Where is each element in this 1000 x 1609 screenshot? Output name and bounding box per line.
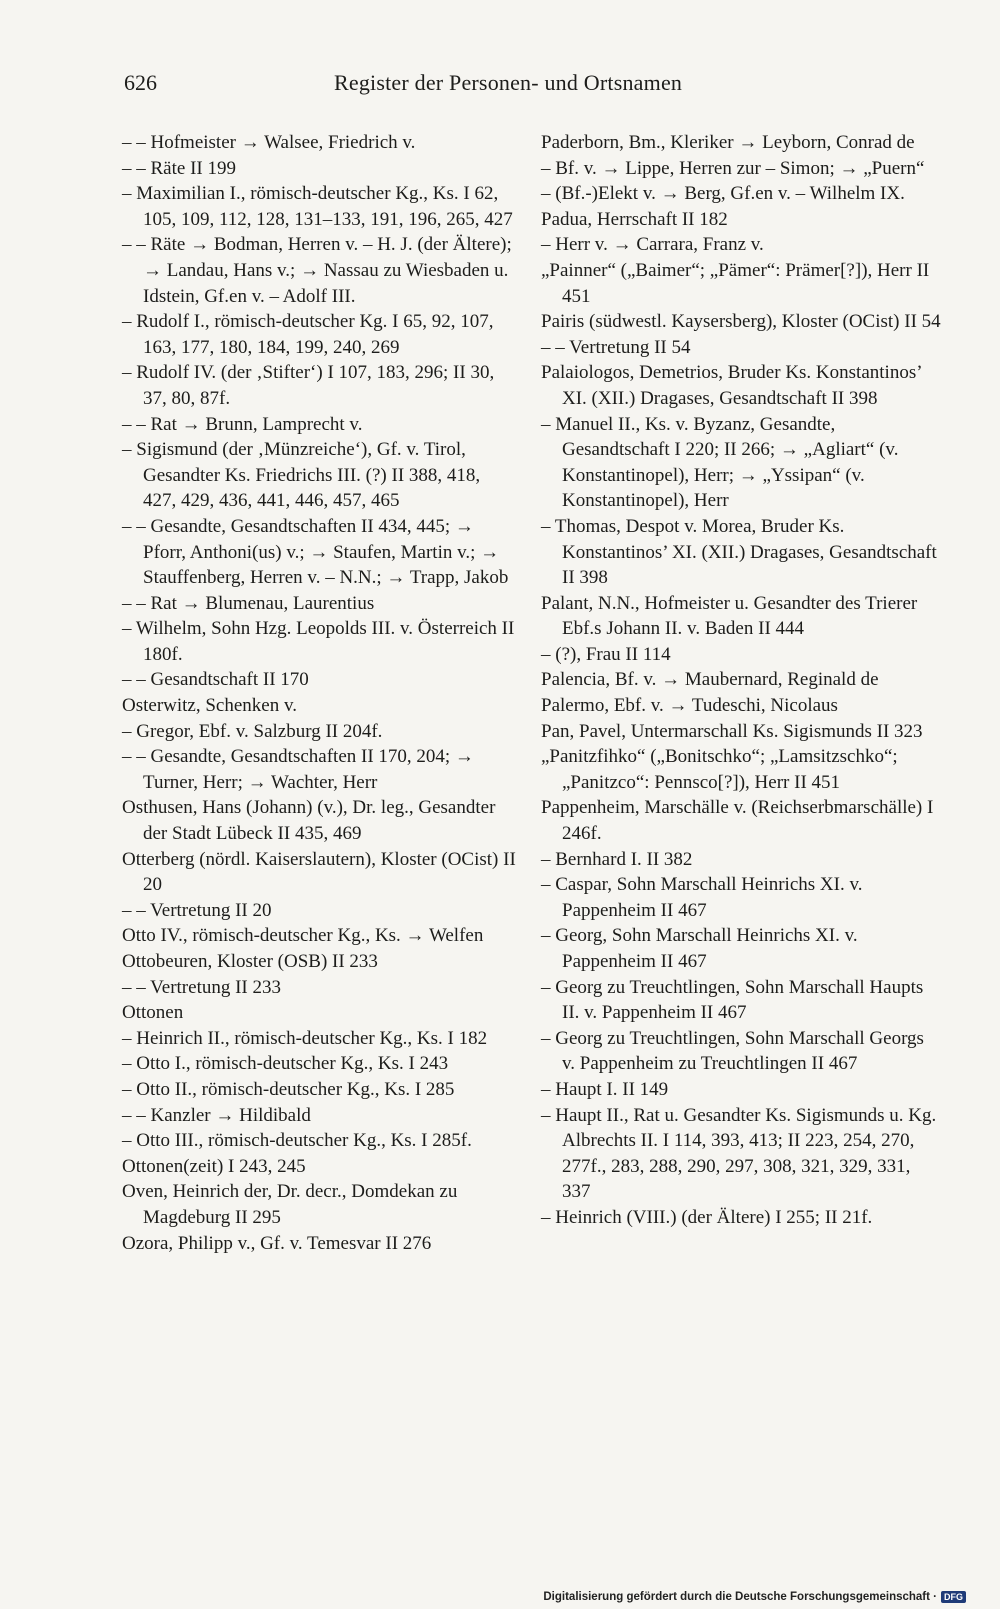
index-entry: – Bernhard I. II 382	[541, 848, 693, 870]
index-entry: Padua, Herrschaft II 182	[541, 208, 728, 230]
index-entry: – Heinrich (VIII.) (der Ältere) I 255; II 21f.	[541, 1206, 873, 1228]
index-entry: Palaiologos, Demetrios, Bruder Ks. Konstantinos’ XI. (XII.) Dragases, Gesandtschaft II 398	[541, 362, 922, 409]
index-entry: Pappenheim, Marschälle v. (Reichserbmarschälle) I 246f.	[541, 797, 934, 845]
index-entry: – Maximilian I., römisch-deutscher Kg., Ks. I 62, 105, 109, 112, 128, 131–133, 191, 196, 265, 427	[122, 183, 513, 230]
index-entry: – – Hofmeister → Walsee, Friedrich v.	[122, 132, 416, 153]
index-entry: – (?), Frau II 114	[541, 643, 671, 665]
index-entry: – – Gesandte, Gesandtschaften II 170, 204; → Turner, Herr; → Wachter, Herr	[122, 746, 474, 793]
index-entry: Ozora, Philipp v., Gf. v. Temesvar II 276	[122, 1232, 432, 1254]
dfg-logo: DFG	[941, 1591, 966, 1603]
index-entry: – – Gesandtschaft II 170	[122, 669, 309, 691]
index-entry: – – Vertretung II 20	[122, 899, 272, 921]
index-entry: Paderborn, Bm., Kleriker → Leyborn, Conrad de	[541, 132, 915, 153]
index-entry: – Otto II., römisch-deutscher Kg., Ks. I 285	[122, 1078, 455, 1100]
index-entry: Osthusen, Hans (Johann) (v.), Dr. leg., Gesandter der Stadt Lübeck II 435, 469	[122, 797, 496, 845]
index-entry: Otto IV., römisch-deutscher Kg., Ks. → Welfen	[122, 925, 484, 947]
index-entry: – Herr v. → Carrara, Franz v.	[541, 234, 764, 256]
index-entry: „Painner“ („Baimer“; „Pämer“: Prämer[?]), Herr II 451	[541, 259, 930, 307]
footer-text: Digitalisierung gefördert durch die Deutsche Forschungsgemeinschaft ·	[543, 1591, 937, 1603]
index-entry: – Heinrich II., römisch-deutscher Kg., Ks. I 182	[122, 1027, 488, 1049]
left-index-column	[122, 130, 517, 1256]
index-entry: – – Gesandte, Gesandtschaften II 434, 445; → Pforr, Anthoni(us) v.; → Staufen, Martin v.; → Stauffenberg, Herren v. – N.N.; → Trapp, Jakob	[122, 515, 509, 589]
index-entry: – – Kanzler → Hildibald	[122, 1104, 311, 1126]
index-entry: Oven, Heinrich der, Dr. decr., Domdekan zu Magdeburg II 295	[122, 1181, 458, 1228]
index-entry: – – Vertretung II 233	[122, 976, 282, 998]
index-entry: Palencia, Bf. v. → Maubernard, Reginald de	[541, 669, 879, 691]
index-entry: – Bf. v. → Lippe, Herren zur – Simon; → „Puern“	[541, 157, 925, 179]
index-entry: – Manuel II., Ks. v. Byzanz, Gesandte, Gesandtschaft I 220; II 266; → „Agliart“ (v. Konstantinopel), Herr; → „Yssipan“ (v. Konstantinopel), Herr	[541, 413, 899, 512]
index-entry: – Haupt I. II 149	[541, 1078, 669, 1100]
index-entry: – Thomas, Despot v. Morea, Bruder Ks. Konstantinos’ XI. (XII.) Dragases, Gesandtschaft II 398	[541, 515, 937, 589]
index-entry: Otterberg (nördl. Kaiserslautern), Kloster (OCist) II 20	[122, 848, 516, 896]
index-entry: „Panitzfihko“ („Bonitschko“; „Lamsitzschko“; „Panitzco“: Pennsco[?]), Herr II 451	[541, 746, 898, 793]
index-entry: – – Räte II 199	[122, 157, 236, 179]
index-entry: – – Rat → Blumenau, Laurentius	[122, 592, 375, 614]
index-entry: Pairis (südwestl. Kaysersberg), Kloster (OCist) II 54	[541, 311, 941, 333]
index-entry: Pan, Pavel, Untermarschall Ks. Sigismunds II 323	[541, 720, 923, 742]
index-entry: Palant, N.N., Hofmeister u. Gesandter des Trierer Ebf.s Johann II. v. Baden II 444	[541, 592, 918, 640]
index-entry: Ottobeuren, Kloster (OSB) II 233	[122, 951, 378, 972]
index-entry: – Georg zu Treuchtlingen, Sohn Marschall Georgs v. Pappenheim zu Treuchtlingen II 467	[541, 1027, 924, 1075]
index-entry: – Rudolf I., römisch-deutscher Kg. I 65, 92, 107, 163, 177, 180, 184, 199, 240, 269	[122, 311, 494, 358]
index-entry: – Gregor, Ebf. v. Salzburg II 204f.	[122, 720, 383, 742]
index-entry: Palermo, Ebf. v. → Tudeschi, Nicolaus	[541, 695, 838, 717]
index-entry: – Rudolf IV. (der ‚Stifter‘) I 107, 183, 296; II 30, 37, 80, 87f.	[122, 362, 495, 409]
index-entry: – – Vertretung II 54	[541, 336, 691, 358]
index-entry: – (Bf.-)Elekt v. → Berg, Gf.en v. – Wilhelm IX.	[541, 183, 905, 205]
index-entry: Ottonen(zeit) I 243, 245	[122, 1155, 306, 1177]
index-entry: Ottonen	[122, 1002, 184, 1024]
index-entry: – – Rat → Brunn, Lamprecht v.	[122, 413, 363, 435]
page-number: 626	[124, 70, 157, 95]
index-entry: – Caspar, Sohn Marschall Heinrichs XI. v. Pappenheim II 467	[541, 874, 863, 921]
index-entry: – Sigismund (der ‚Münzreiche‘), Gf. v. Tirol, Gesandter Ks. Friedrichs III. (?) II 388, 418, 427, 429, 436, 441, 446, 457, 465	[122, 439, 481, 512]
footer-credit	[543, 1591, 966, 1603]
index-entry: – Otto III., römisch-deutscher Kg., Ks. I 285f.	[122, 1130, 472, 1152]
index-entry: – Georg zu Treuchtlingen, Sohn Marschall Haupts II. v. Pappenheim II 467	[541, 976, 924, 1024]
right-index-column	[541, 130, 941, 1231]
index-entry: – Haupt II., Rat u. Gesandter Ks. Sigismunds u. Kg. Albrechts II. I 114, 393, 413; II 223, 254, 270, 277f., 283, 288, 290, 297, 308, 321, 329, 331, 337	[541, 1104, 937, 1203]
index-entry: Osterwitz, Schenken v.	[122, 695, 297, 717]
index-entry: – Otto I., römisch-deutscher Kg., Ks. I 243	[122, 1053, 449, 1075]
index-entry: – Georg, Sohn Marschall Heinrichs XI. v. Pappenheim II 467	[541, 925, 858, 972]
index-entry: – Wilhelm, Sohn Hzg. Leopolds III. v. Österreich II 180f.	[122, 618, 515, 665]
index-entry: – – Räte → Bodman, Herren v. – H. J. (der Ältere); → Landau, Hans v.; → Nassau zu Wiesbaden u. Idstein, Gf.en v. – Adolf III.	[122, 234, 512, 307]
page-title: Register der Personen- und Ortsnamen	[334, 70, 683, 95]
